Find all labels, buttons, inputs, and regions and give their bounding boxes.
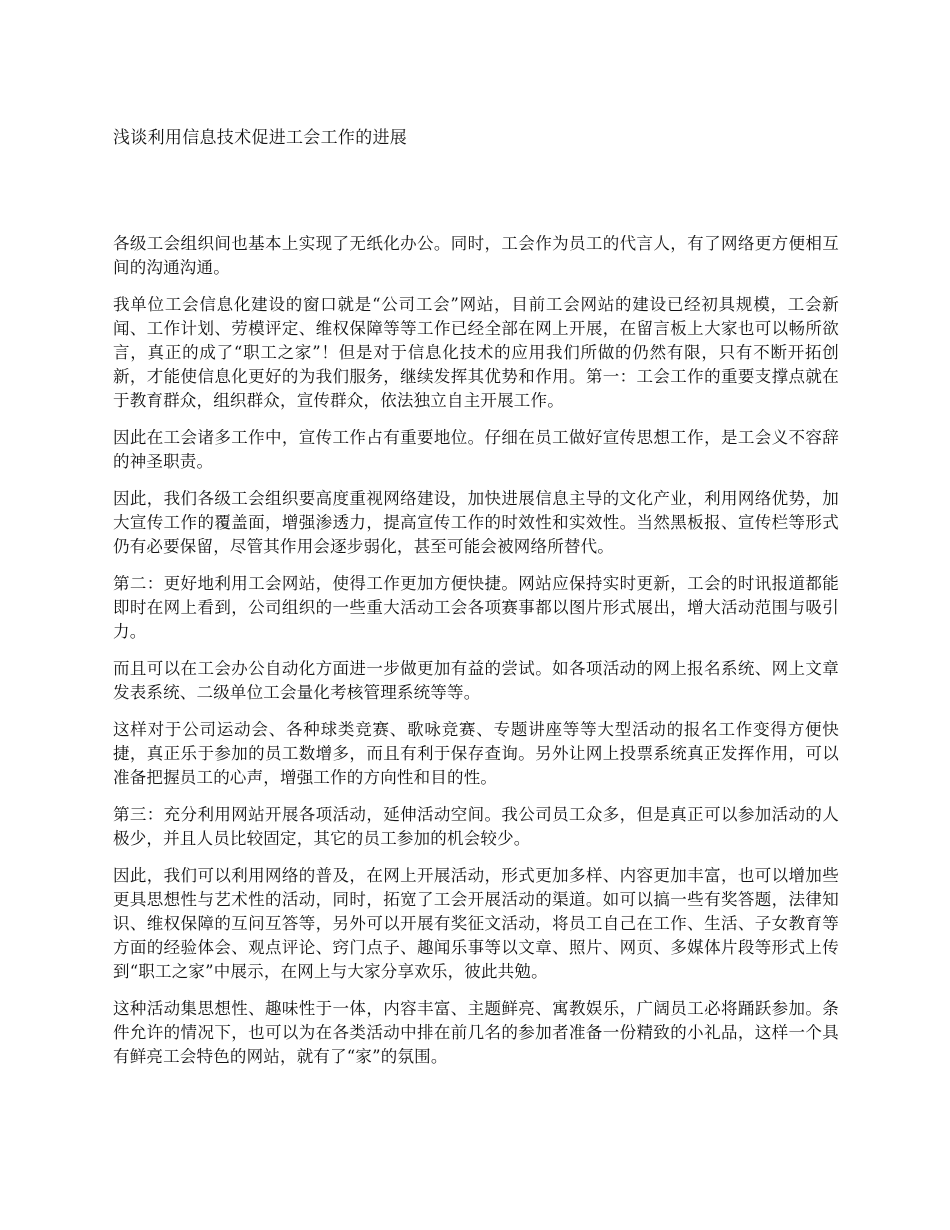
document-body (113, 232, 839, 1082)
paragraph-6: 而且可以在工会办公自动化方面进一步做更加有益的尝试。如各项活动的网上报名系统、网上文章发表系统、二级单位工会量化考核管理系统等等。 (113, 659, 839, 702)
paragraph-9: 因此，我们可以利用网络的普及，在网上开展活动，形式更加多样、内容更加丰富，也可以增加些更具思想性与艺术性的活动，同时，拓宽了工会开展活动的渠道。如可以搞一些有奖答题，法律知识、维权保障的互问互答等，另外可以开展有奖征文活动，将员工自己在工作、生活、子女教育等方面的经验体会、观点评论、窍门点子、趣闻乐事等以文章、照片、网页、多媒体片段等形式上传到“职工之家”中展示，在网上与大家分享欢乐，彼此共勉。 (113, 866, 839, 981)
paragraph-3: 因此在工会诸多工作中，宣传工作占有重要地位。仔细在员工做好宣传思想工作，是工会义不容辞的神圣职责。 (113, 428, 839, 471)
paragraph-4: 因此，我们各级工会组织要高度重视网络建设，加快进展信息主导的文化产业，利用网络优势，加大宣传工作的覆盖面，增强渗透力，提高宣传工作的时效性和实效性。当然黑板报、宣传栏等形式仍有必要保留，尽管其作用会逐步弱化，甚至可能会被网络所替代。 (113, 489, 839, 556)
paragraph-5: 第二：更好地利用工会网站，使得工作更加方便快捷。网站应保持实时更新，工会的时讯报道都能即时在网上看到，公司组织的一些重大活动工会各项赛事都以图片形式展出，增大活动范围与吸引力。 (113, 574, 839, 641)
document-title: 浅谈利用信息技术促进工会工作的进展 (113, 128, 408, 148)
paragraph-7: 这样对于公司运动会、各种球类竞赛、歌咏竞赛、专题讲座等等大型活动的报名工作变得方便快捷，真正乐于参加的员工数增多，而且有利于保存查询。另外让网上投票系统真正发挥作用，可以准备把握员工的心声，增强工作的方向性和目的性。 (113, 720, 839, 787)
paragraph-10: 这种活动集思想性、趣味性于一体，内容丰富、主题鲜亮、寓教娱乐，广阔员工必将踊跃参加。条件允许的情况下，也可以为在各类活动中排在前几名的参加者准备一份精致的小礼品，这样一个具有鲜亮工会特色的网站，就有了“家”的氛围。 (113, 999, 839, 1066)
paragraph-8: 第三：充分利用网站开展各项活动，延伸活动空间。我公司员工众多，但是真正可以参加活动的人极少，并且人员比较固定，其它的员工参加的机会较少。 (113, 805, 839, 848)
paragraph-2: 我单位工会信息化建设的窗口就是“公司工会”网站，目前工会网站的建设已经初具规模，工会新闻、工作计划、劳模评定、维权保障等等工作已经全部在网上开展，在留言板上大家也可以畅所欲言，真正的成了“职工之家”！但是对于信息化技术的应用我们所做的仍然有限，只有不断开拓创新，才能使信息化更好的为我们服务，继续发挥其优势和作用。第一：工会工作的重要支撑点就在于教育群众，组织群众，宣传群众，依法独立自主开展工作。 (113, 295, 839, 410)
paragraph-1: 各级工会组织间也基本上实现了无纸化办公。同时，工会作为员工的代言人，有了网络更方便相互间的沟通沟通。 (113, 234, 839, 277)
